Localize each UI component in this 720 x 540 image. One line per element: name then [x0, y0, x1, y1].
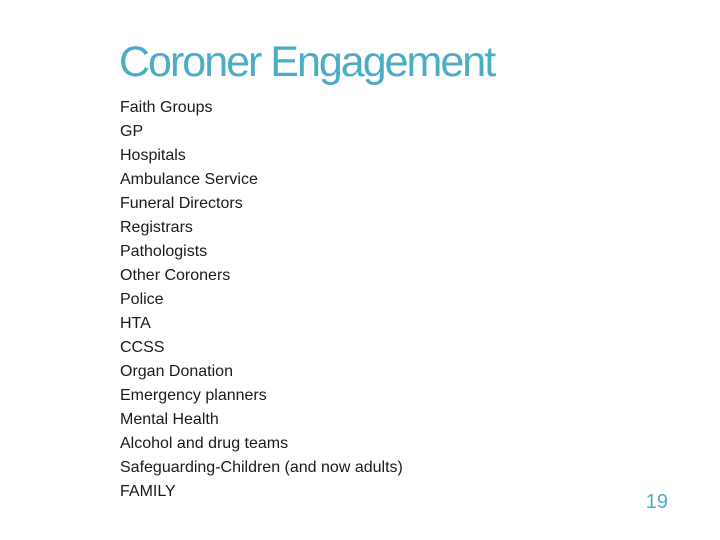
list-item: CCSS [120, 339, 165, 356]
list-item: Safeguarding-Children (and now adults) [120, 459, 403, 476]
list-item: Ambulance Service [120, 171, 258, 188]
list-item: HTA [120, 315, 151, 332]
list-item: Pathologists [120, 243, 208, 260]
slide-title: Coroner Engagement [119, 38, 495, 86]
list-item: Police [120, 291, 164, 308]
bullet-list [120, 96, 403, 504]
slide-number: 19 [645, 491, 668, 513]
list-item: Organ Donation [120, 363, 233, 380]
list-item: Alcohol and drug teams [120, 435, 289, 452]
list-item: Mental Health [120, 411, 219, 428]
list-item: Emergency planners [120, 387, 267, 404]
list-item: Hospitals [120, 147, 186, 164]
list-item: Funeral Directors [120, 195, 243, 212]
list-item: FAMILY [120, 483, 176, 500]
list-item: GP [120, 123, 144, 140]
list-item: Registrars [120, 219, 193, 236]
list-item: Faith Groups [120, 99, 213, 116]
list-item: Other Coroners [120, 267, 231, 284]
